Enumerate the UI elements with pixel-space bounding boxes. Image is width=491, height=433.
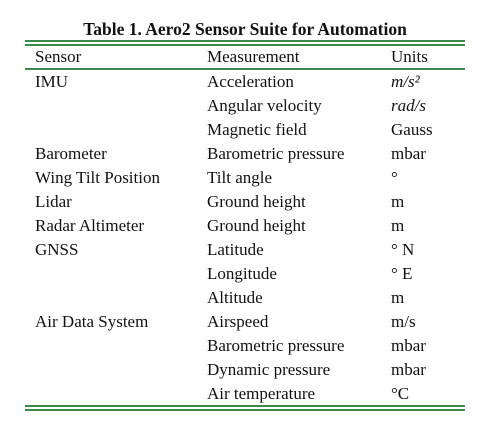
- measurement-cell: Latitude: [207, 240, 264, 259]
- table-row: [25, 94, 465, 118]
- top-rule-1: [25, 40, 465, 42]
- sensor-table: [25, 45, 465, 403]
- table-row: [25, 70, 465, 94]
- measurement-cell: Barometric pressure: [207, 336, 345, 355]
- units-cell: ° E: [391, 264, 413, 283]
- table-row: [25, 358, 465, 382]
- units-cell: mbar: [391, 336, 426, 355]
- sensor-cell: Barometer: [35, 144, 107, 163]
- table-row: [25, 214, 465, 238]
- units-cell: °C: [391, 384, 410, 403]
- measurement-cell: Barometric pressure: [207, 144, 345, 163]
- measurement-cell: Longitude: [207, 264, 277, 283]
- measurement-cell: Angular velocity: [207, 96, 322, 115]
- header-sensor: Sensor: [35, 47, 82, 66]
- units-cell: °: [391, 168, 398, 187]
- header-rule: [25, 68, 465, 70]
- header-units: Units: [391, 47, 428, 66]
- table-row: [25, 166, 465, 190]
- measurement-cell: Acceleration: [207, 72, 294, 91]
- table-row: [25, 262, 465, 286]
- sensor-cell: IMU: [35, 72, 69, 91]
- units-cell: m: [391, 192, 405, 211]
- units-cell: Gauss: [391, 120, 433, 139]
- sensor-cell: GNSS: [35, 240, 79, 259]
- header-measurement: Measurement: [207, 47, 300, 66]
- units-cell: m/s: [391, 312, 416, 331]
- sensor-cell: Lidar: [35, 192, 72, 211]
- measurement-cell: Dynamic pressure: [207, 360, 331, 379]
- table-row: [25, 382, 465, 406]
- units-cell: rad/s: [391, 96, 426, 115]
- measurement-cell: Tilt angle: [207, 168, 273, 187]
- bottom-rule-1: [25, 405, 465, 407]
- bottom-rule-2: [25, 409, 465, 411]
- units-cell: m/s²: [391, 72, 420, 91]
- measurement-cell: Magnetic field: [207, 120, 307, 139]
- table-body: [25, 70, 465, 406]
- units-cell: m: [391, 216, 405, 235]
- table-row: [25, 118, 465, 142]
- sensor-cell: Wing Tilt Position: [35, 168, 160, 187]
- measurement-cell: Ground height: [207, 192, 306, 211]
- measurement-cell: Ground height: [207, 216, 306, 235]
- units-cell: ° N: [391, 240, 415, 259]
- table-caption: Table 1. Aero2 Sensor Suite for Automation: [83, 19, 407, 39]
- table-row: [25, 142, 465, 166]
- measurement-cell: Air temperature: [207, 384, 316, 403]
- table-row: [25, 286, 465, 310]
- table-row: [25, 310, 465, 334]
- measurement-cell: Airspeed: [207, 312, 269, 331]
- table-row: [25, 190, 465, 214]
- sensor-cell: Air Data System: [35, 312, 149, 331]
- units-cell: mbar: [391, 360, 426, 379]
- table-row: [25, 238, 465, 262]
- sensor-cell: Radar Altimeter: [35, 216, 145, 235]
- units-cell: m: [391, 288, 405, 307]
- table-header-row: [25, 45, 465, 69]
- measurement-cell: Altitude: [207, 288, 263, 307]
- table-row: [25, 334, 465, 358]
- units-cell: mbar: [391, 144, 426, 163]
